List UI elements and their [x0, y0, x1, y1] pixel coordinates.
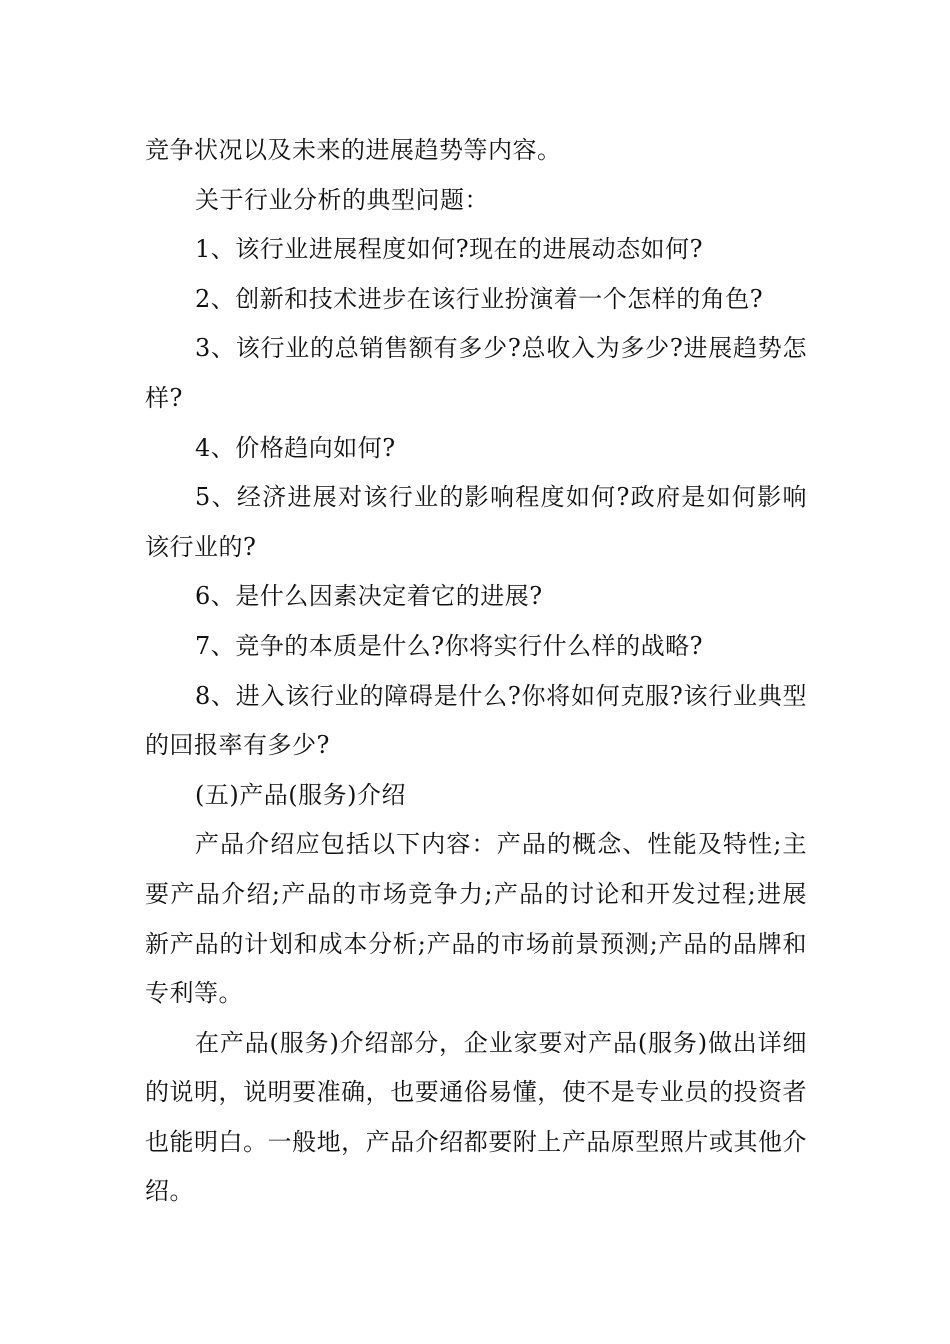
question-item-4: 4、价格趋向如何?: [195, 433, 396, 462]
section-heading-product: (五)产品(服务)介绍: [195, 780, 406, 809]
question-item-2: 2、创新和技术进步在该行业扮演着一个怎样的角色?: [195, 284, 764, 313]
question-item-5: 5、经济进展对该行业的影响程度如何?政府是如何影响该行业的?: [145, 483, 807, 561]
question-item-3: 3、该行业的总销售额有多少?总收入为多少?进展趋势怎样?: [145, 334, 807, 412]
paragraph-intro-continuation: 竞争状况以及未来的进展趋势等内容。: [145, 136, 562, 164]
question-item-6: 6、是什么因素决定着它的进展?: [195, 582, 543, 611]
paragraph-product-description: 在产品(服务)介绍部分，企业家要对产品(服务)做出详细的说明，说明要准确，也要通俗易懂，使不是专业员的投资者也能明白。一般地，产品介绍都要附上产品原型照片或其他介绍。: [145, 1028, 807, 1206]
paragraph-product-contents: 产品介绍应包括以下内容：产品的概念、性能及特性;主要产品介绍;产品的市场竞争力;产品的讨论和开发过程;进展新产品的计划和成本分析;产品的市场前景预测;产品的品牌和专利等。: [145, 830, 807, 1008]
question-item-8: 8、进入该行业的障碍是什么?你将如何克服?该行业典型的回报率有多少?: [145, 681, 807, 760]
question-item-7: 7、竞争的本质是什么?你将实行什么样的战略?: [195, 631, 704, 660]
question-item-1: 1、该行业进展程度如何?现在的进展动态如何?: [195, 235, 704, 264]
paragraph-section-heading: 关于行业分析的典型问题：: [195, 185, 489, 214]
document-body: [145, 126, 807, 1217]
